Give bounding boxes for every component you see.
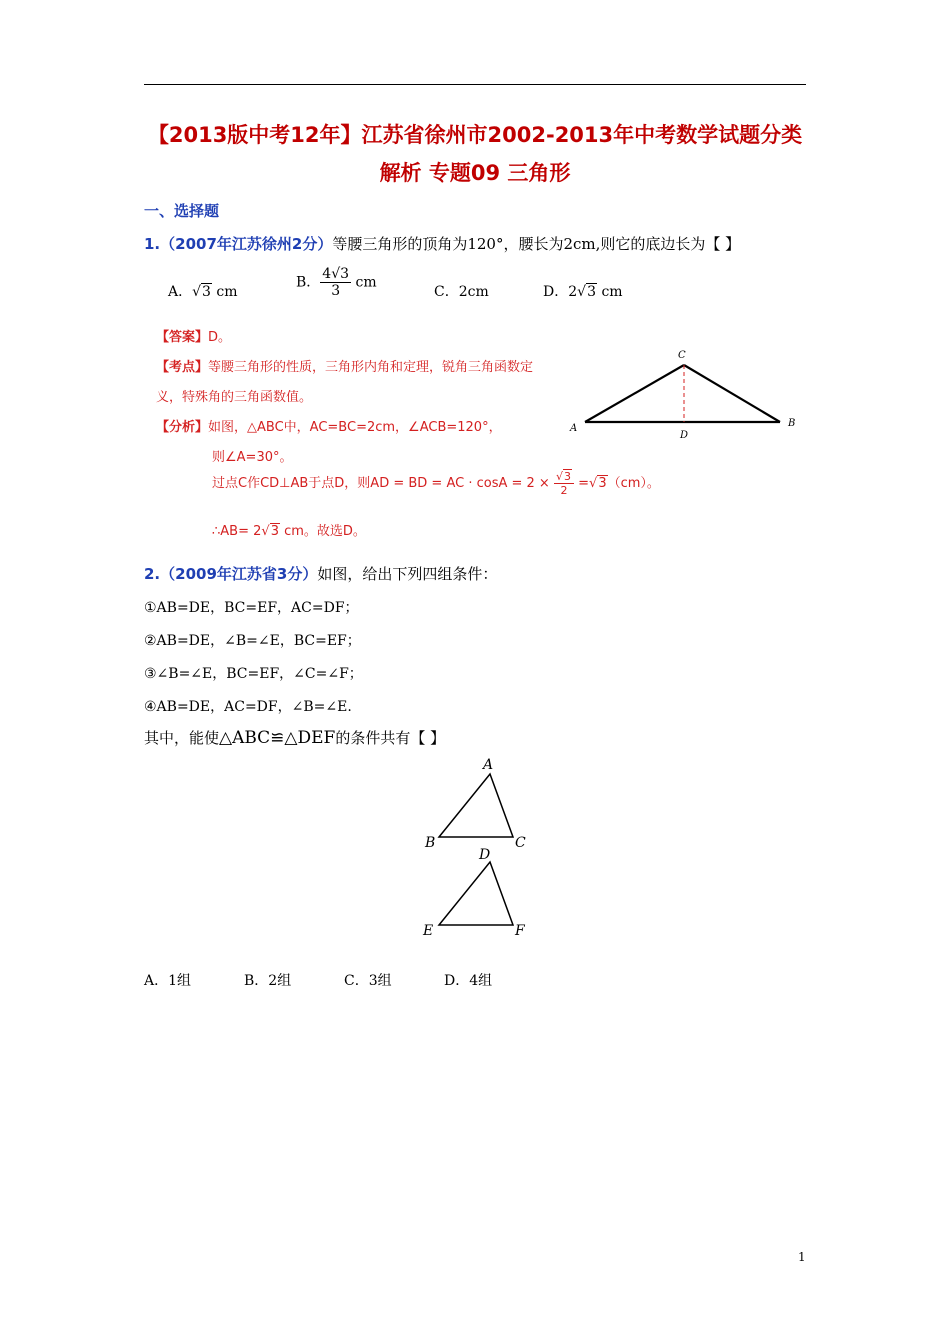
q1-option-a: A．√3 cm: [168, 284, 238, 300]
label-d: D: [479, 847, 491, 863]
header-rule: [144, 84, 806, 85]
doc-title-line1: 【2013版中考12年】江苏省徐州市2002-2013年中考数学试题分类: [147, 123, 803, 147]
q1-point-cont: 义，特殊角的三角函数值。: [156, 390, 313, 405]
label-b: B: [425, 835, 436, 851]
q1-option-d: D．2√3 cm: [543, 284, 623, 300]
label-c: C: [678, 350, 686, 361]
q2-condition-3: ③∠B=∠E，BC=EF，∠C=∠F；: [144, 666, 363, 682]
q2-question: 其中，能使△ABC≌△DEF的条件共有【 】: [144, 728, 446, 748]
q2-condition-2: ②AB=DE，∠B=∠E，BC=EF；: [144, 633, 361, 649]
q1-answer: 【答案】D。: [156, 330, 232, 345]
q2-option-a: A．1组: [144, 973, 192, 989]
label-e: E: [423, 923, 434, 939]
q1-analysis: 【分析】如图，△ABC中，AC=BC=2cm，∠ACB=120°，: [156, 420, 502, 435]
q1-analysis-3: 过点C作CD⊥AB于点D，则AD = BD = AC · cosA = 2 × $\frac{√3}{2}$ =√3（cm）。: [212, 470, 660, 497]
q1-text: 等腰三角形的顶角为120°，腰长为2cm,则它的底边长为【 】: [332, 235, 741, 253]
q1-number: 1.（2007年江苏徐州2分）: [144, 235, 333, 253]
q2-condition-1: ①AB=DE，BC=EF，AC=DF；: [144, 600, 359, 616]
q2-option-d: D．4组: [444, 973, 493, 989]
label-b: B: [788, 418, 796, 429]
doc-title-line2: 解析 专题09 三角形: [379, 161, 571, 185]
q1-analysis-2: 则∠A=30°。: [212, 450, 293, 465]
side-ac: [585, 365, 684, 422]
q2-condition-4: ④AB=DE，AC=DF，∠B=∠E.: [144, 699, 352, 715]
q2-option-b: B．2组: [244, 973, 292, 989]
q2-number: 2.（2009年江苏省3分）: [144, 565, 318, 583]
q1-triangle-figure: [560, 340, 810, 450]
q1-analysis-4: ∴AB= 2√3 cm。故选D。: [212, 524, 366, 539]
q2-triangles-figure: [415, 752, 545, 942]
triangle-abc: [439, 774, 513, 837]
label-f: F: [515, 923, 525, 939]
label-c: C: [515, 835, 526, 851]
q1-option-c: C．2cm: [434, 284, 489, 300]
page-number: 1: [798, 1250, 806, 1264]
side-cb: [684, 365, 780, 422]
label-d: D: [680, 430, 689, 441]
q1-option-b: B． $\frac{4√3}{3}$ cm: [296, 266, 377, 299]
label-a: A: [570, 423, 578, 434]
q1-point: 【考点】等腰三角形的性质，三角形内角和定理，锐角三角函数定: [156, 360, 534, 375]
q2-stem: [144, 563, 497, 584]
triangle-def: [439, 862, 513, 925]
q2-text: 如图，给出下列四组条件：: [317, 565, 498, 583]
q2-option-c: C．3组: [344, 973, 392, 989]
section-heading: 一、选择题: [144, 202, 220, 220]
q1-stem: [144, 233, 740, 254]
label-a: A: [483, 757, 494, 773]
